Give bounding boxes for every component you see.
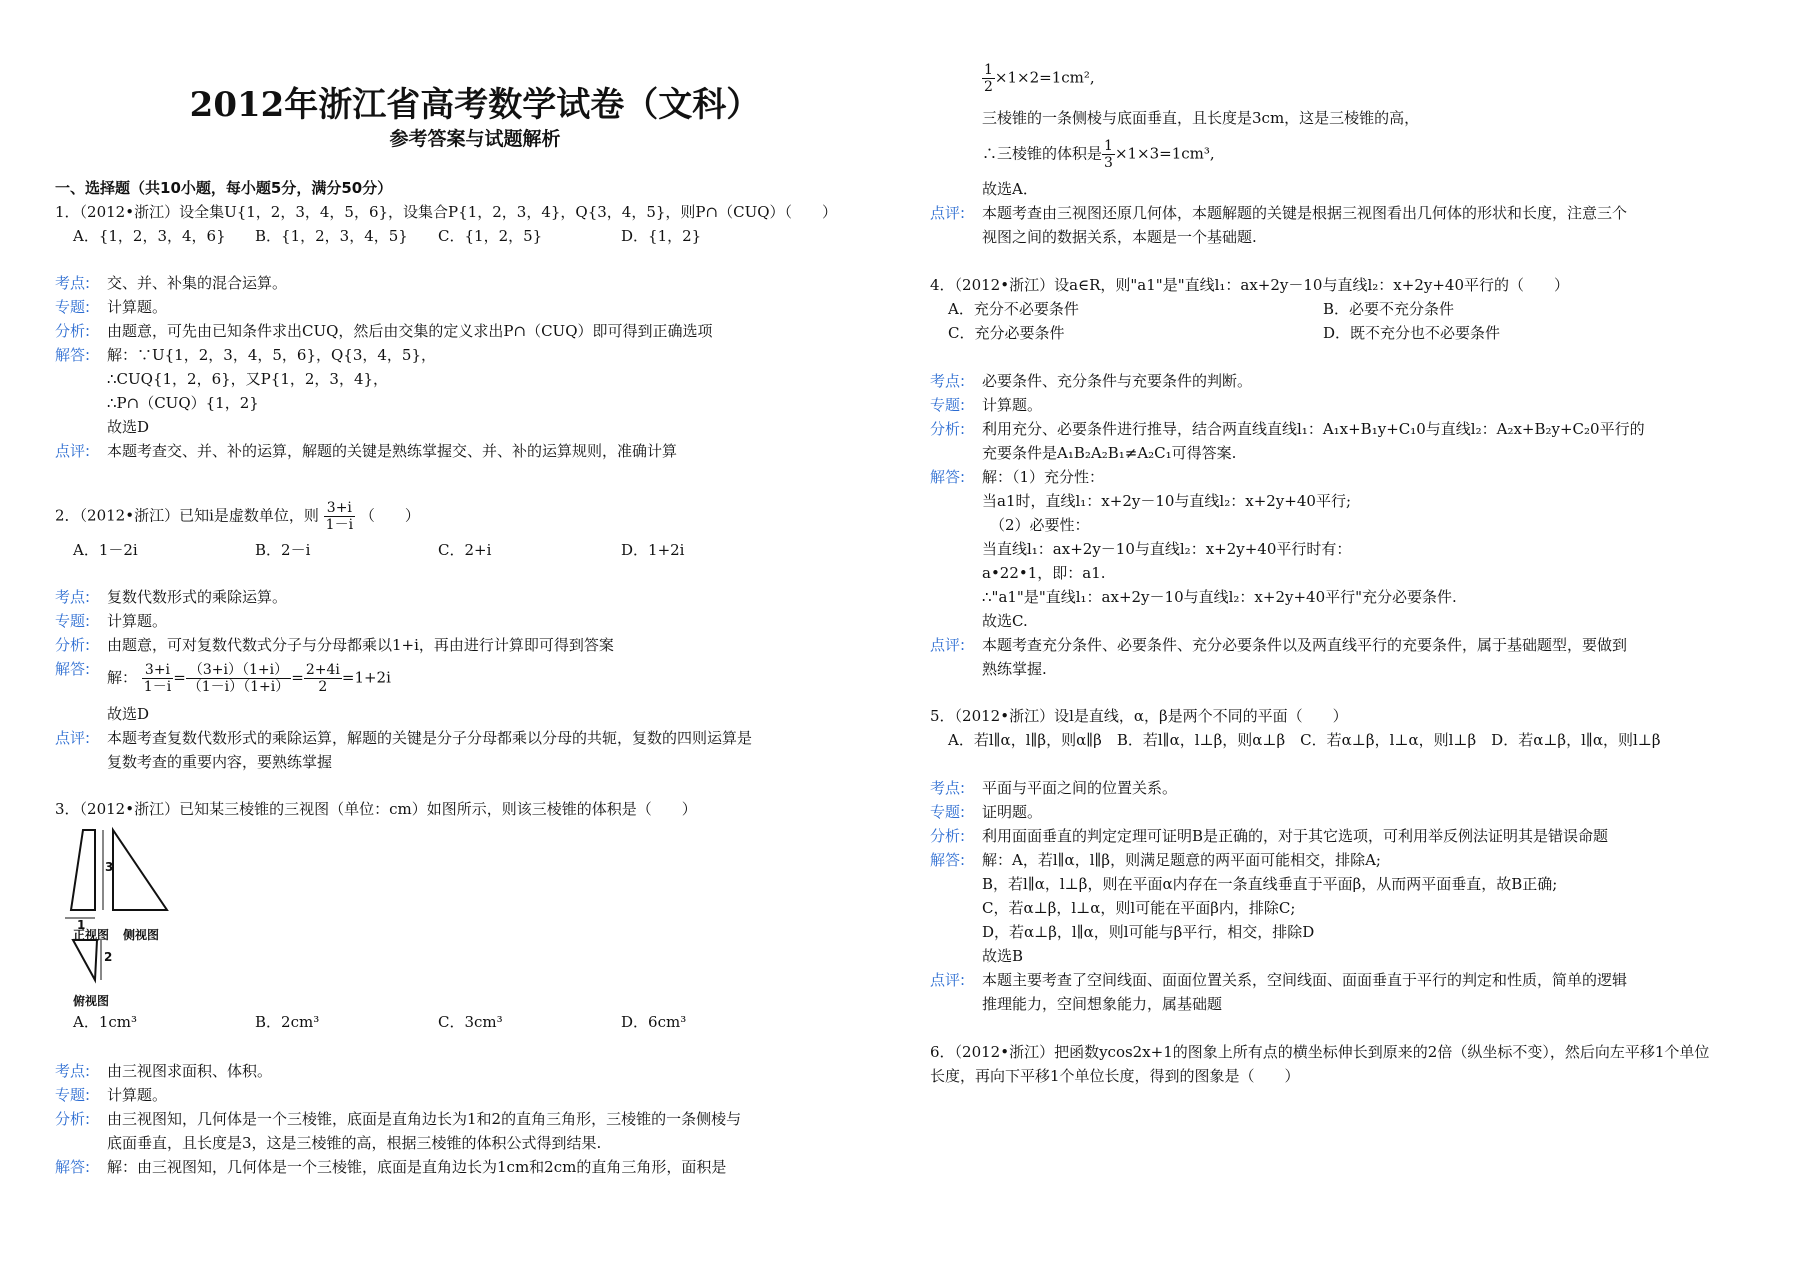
q3-cont-vol-frac <box>1102 138 1115 171</box>
q3-dianping-line: 本题考查由三视图还原几何体，本题解题的关键是根据三视图看出几何体的形状和长度，注意三个 <box>982 204 1628 222</box>
q5-dianping-line: 推理能力，空间想象能力，属基础题 <box>982 995 1223 1013</box>
q3-cont-height: 三棱锥的一条侧棱与底面垂直，且长度是3cm，这是三棱锥的高， <box>982 109 1420 127</box>
q4-option-c: C．充分必要条件 <box>948 324 1065 342</box>
q4-jieda-line: 当a1时，直线l₁：x+2y－10与直线l₂：x+2y+40平行; <box>982 492 1351 510</box>
q4-jieda-label: 解答: <box>930 468 966 486</box>
q4-jieda-line: a•22•1，即：a1. <box>982 564 1106 582</box>
three-view-figure <box>55 820 195 1008</box>
q2-stem <box>55 500 420 533</box>
q4-zhuanti-label: 专题: <box>930 396 966 414</box>
q2-frac-num: 3+i <box>324 500 355 517</box>
fig-dim-depth: 2 <box>104 950 113 964</box>
q1-fenxi: 由题意，可先由已知条件求出CUQ，然后由交集的定义求出P∩（CUQ）即可得到正确选项 <box>107 322 713 340</box>
q1-option-c: C．{1，2，5} <box>438 227 543 245</box>
q1-jieda-label: 解答: <box>55 346 91 364</box>
q3-kaodian: 由三视图求面积、体积。 <box>107 1062 273 1080</box>
q2-f1-den: 1－i <box>143 679 172 695</box>
q2-jieda-pre: 解： <box>107 668 138 687</box>
q2-option-d: D．1+2i <box>621 541 685 559</box>
q1-zhuanti: 计算题。 <box>107 298 168 316</box>
q4-jieda-line: 当直线l₁：ax+2y－10与直线l₂：x+2y+40平行时有： <box>982 540 1352 558</box>
q2-jieda-end: 故选D <box>107 705 150 723</box>
q4-stem: 4．（2012•浙江）设a∈R，则"a1"是"直线l₁：ax+2y－10与直线l₂：x+2y+40平行的（ ） <box>930 276 1569 294</box>
q3-stem: 3．（2012•浙江）已知某三棱锥的三视图（单位：cm）如图所示，则该三棱锥的体积是（ ） <box>55 800 697 818</box>
q4-fenxi-line: 充要条件是A₁B₂A₂B₁≠A₂C₁可得答案. <box>982 444 1237 462</box>
q4-kaodian-label: 考点: <box>930 372 966 390</box>
q3-fenxi-line: 底面垂直，且长度是3，这是三棱锥的高，根据三棱锥的体积公式得到结果. <box>107 1134 602 1152</box>
q4-jieda-line: ∴"a1"是"直线l₁：ax+2y－10与直线l₂：x+2y+40平行"充分必要条件. <box>982 588 1457 606</box>
q4-option-d: D．既不充分也不必要条件 <box>1323 324 1501 342</box>
q5-dianping-label: 点评: <box>930 971 966 989</box>
q3-option-c: C．3cm³ <box>438 1013 503 1031</box>
q3-cont-answer: 故选A． <box>982 180 1038 198</box>
q1-fenxi-label: 分析: <box>55 322 91 340</box>
q4-option-b: B．必要不充分条件 <box>1323 300 1455 318</box>
q4-dianping-line: 熟练掌握. <box>982 660 1047 678</box>
q1-option-a: A．{1，2，3，4，6} <box>73 227 226 245</box>
page-subtitle: 参考答案与试题解析 <box>389 128 561 150</box>
q1-dianping: 本题考查交、并、补的运算，解题的关键是熟练掌握交、并、补的运算规则，准确计算 <box>107 442 678 460</box>
q5-dianping-line: 本题主要考查了空间线面、面面位置关系，空间线面、面面垂直于平行的判定和性质，简单的逻辑 <box>982 971 1628 989</box>
q4-fenxi-label: 分析: <box>930 420 966 438</box>
q5-fenxi: 利用面面垂直的判定定理可证明B是正确的，对于其它选项，可利用举反例法证明其是错误命题 <box>982 827 1609 845</box>
q3-cont-frac <box>982 62 995 95</box>
q3-cont-volume <box>982 138 1215 171</box>
q5-stem: 5．（2012•浙江）设l是直线，α，β是两个不同的平面（ ） <box>930 707 1348 725</box>
fig-caption-front: 正视图 <box>73 928 110 942</box>
q4-kaodian: 必要条件、充分条件与充要条件的判断。 <box>982 372 1253 390</box>
q5-options: A．若l∥α，l∥β，则α∥β B．若l∥α，l⊥β，则α⊥β C．若α⊥β，l⊥α，则l⊥β D．若α⊥β，l∥α，则l⊥β <box>948 731 1661 749</box>
q2-f1-num: 3+i <box>142 662 173 679</box>
q2-stem-text: 2．（2012•浙江）已知i是虚数单位，则 <box>55 506 319 525</box>
q2-jieda-post: =1+2i <box>341 668 391 687</box>
three-view-drawing <box>55 820 195 1005</box>
q1-jieda-line: ∴CUQ{1，2，6}，又P{1，2，3，4}， <box>107 370 389 388</box>
q5-jieda-line: 解：A，若l∥α，l∥β，则满足题意的两平面可能相交，排除A; <box>982 851 1381 869</box>
q3-cont-volume-pre: ∴三棱锥的体积是 <box>982 144 1103 163</box>
q2-dianping-label: 点评: <box>55 729 91 747</box>
q5-jieda-line: 故选B <box>982 947 1024 965</box>
q2-jieda-label: 解答: <box>55 660 91 678</box>
q2-stem-paren: （ ） <box>359 506 420 525</box>
q6-stem-line: 长度，再向下平移1个单位长度，得到的图象是（ ） <box>930 1067 1300 1085</box>
q3-jieda: 解：由三视图知，几何体是一个三棱锥，底面是直角边长为1cm和2cm的直角三角形，面积是 <box>107 1158 727 1176</box>
q2-frac-den: 1－i <box>325 517 354 533</box>
q3-fenxi-label: 分析: <box>55 1110 91 1128</box>
q4-option-a: A．充分不必要条件 <box>948 300 1079 318</box>
q2-zhuanti: 计算题。 <box>107 612 168 630</box>
q2-f1 <box>142 662 173 695</box>
q5-kaodian: 平面与平面之间的位置关系。 <box>982 779 1178 797</box>
q2-fraction <box>324 500 355 533</box>
q3-zhuanti: 计算题。 <box>107 1086 168 1104</box>
q3-fenxi-line: 由三视图知，几何体是一个三棱锥，底面是直角边长为1和2的直角三角形，三棱锥的一条侧棱与 <box>107 1110 742 1128</box>
q2-kaodian-label: 考点: <box>55 588 91 606</box>
q3-cont-volume-post: ×1×3=1cm³, <box>1114 144 1215 163</box>
q2-fenxi: 由题意，可对复数代数式分子与分母都乘以1+i，再由进行计算即可得到答案 <box>107 636 614 654</box>
q2-f3-num: 2+4i <box>305 662 340 678</box>
q1-jieda-line: 故选D <box>107 418 150 436</box>
q2-option-b: B．2－i <box>255 541 311 559</box>
q4-jieda-line: 解：（1）充分性： <box>982 468 1105 486</box>
q3-dianping-line: 视图之间的数据关系，本题是一个基础题. <box>982 228 1257 246</box>
q2-option-c: C．2+i <box>438 541 492 559</box>
fig-caption-top: 俯视图 <box>73 994 110 1008</box>
q3-cont-area-text: ×1×2=1cm², <box>994 68 1095 87</box>
q2-fenxi-label: 分析: <box>55 636 91 654</box>
q2-f2-num: （3+i）（1+i） <box>186 662 292 679</box>
q1-kaodian: 交、并、补集的混合运算。 <box>107 274 288 292</box>
q5-jieda-line: B，若l∥α，l⊥β，则在平面α内存在一条直线垂直于平面β，从而两平面垂直，故B正确; <box>982 875 1558 893</box>
q1-jieda-line: ∴P∩（CUQ）{1，2} <box>107 394 259 412</box>
q4-fenxi-line: 利用充分、必要条件进行推导，结合两直线直线l₁：A₁x+B₁y+C₁0与直线l₂：A₂x+B₂y+C₂0平行的 <box>982 420 1645 438</box>
q1-stem: 1．（2012•浙江）设全集U{1，2，3，4，5，6}，设集合P{1，2，3，4}，Q{3，4，5}，则P∩（CUQ）（ ） <box>55 203 838 221</box>
q3-cont-vol-num: 1 <box>1104 138 1113 154</box>
q4-jieda-line: 故选C. <box>982 612 1028 630</box>
q5-fenxi-label: 分析: <box>930 827 966 845</box>
q1-jieda-line: 解：∵U{1，2，3，4，5，6}，Q{3，4，5}， <box>107 346 437 364</box>
q5-jieda-line: C，若α⊥β，l⊥α，则l可能在平面β内，排除C; <box>982 899 1296 917</box>
q5-zhuanti-label: 专题: <box>930 803 966 821</box>
q3-dianping-label: 点评: <box>930 204 966 222</box>
q1-kaodian-label: 考点: <box>55 274 91 292</box>
q1-zhuanti-label: 专题: <box>55 298 91 316</box>
q2-f3 <box>304 662 342 695</box>
top-view-triangle <box>73 940 97 980</box>
q2-kaodian: 复数代数形式的乘除运算。 <box>107 588 288 606</box>
q4-jieda-line: （2）必要性： <box>990 516 1090 534</box>
q2-zhuanti-label: 专题: <box>55 612 91 630</box>
q3-option-b: B．2cm³ <box>255 1013 320 1031</box>
q3-cont-area <box>982 62 1095 95</box>
q3-jieda-label: 解答: <box>55 1158 91 1176</box>
q4-dianping-line: 本题考查充分条件、必要条件、充分必要条件以及两直线平行的充要条件，属于基础题型，要做到 <box>982 636 1628 654</box>
q3-cont-frac-num: 1 <box>984 62 993 78</box>
q6-stem-line: 6．（2012•浙江）把函数ycos2x+1的图象上所有点的横坐标伸长到原来的2倍（纵坐标不变），然后向左平移1个单位 <box>930 1043 1710 1061</box>
q4-dianping-label: 点评: <box>930 636 966 654</box>
q5-jieda-label: 解答: <box>930 851 966 869</box>
fig-dim-width: 1 <box>77 918 86 932</box>
q5-kaodian-label: 考点: <box>930 779 966 797</box>
q3-option-d: D．6cm³ <box>621 1013 687 1031</box>
q1-dianping-label: 点评: <box>55 442 91 460</box>
q2-jieda-formula: 解： $\frac{3+i}{1-i}$ = $\frac{(3+i)(1+i)}{(1-i)(1+i)}$ = $\frac{2+4i}{2}$ =1+2i <box>107 662 391 695</box>
q3-kaodian-label: 考点: <box>55 1062 91 1080</box>
side-view-triangle <box>113 830 167 910</box>
q1-option-b: B．{1，2，3，4，5} <box>255 227 408 245</box>
section-heading: 一、选择题（共10小题，每小题5分，满分50分） <box>55 179 393 197</box>
q5-zhuanti: 证明题。 <box>982 803 1043 821</box>
q2-dianping-line: 复数考查的重要内容，要熟练掌握 <box>107 753 333 771</box>
q2-f3-den: 2 <box>318 679 328 695</box>
q3-cont-vol-den: 3 <box>1104 155 1113 171</box>
q2-dianping-line: 本题考查复数代数形式的乘除运算，解题的关键是分子分母都乘以分母的共轭，复数的四则运算是 <box>107 729 753 747</box>
fig-caption-side: 侧视图 <box>123 928 160 942</box>
front-view-triangle <box>71 830 95 910</box>
q3-cont-frac-den: 2 <box>984 79 993 95</box>
q1-option-d: D．{1，2} <box>621 227 702 245</box>
q2-option-a: A．1－2i <box>73 541 138 559</box>
q4-zhuanti: 计算题。 <box>982 396 1043 414</box>
q2-f2-den: （1－i）（1+i） <box>187 679 290 695</box>
page-title: 2012年浙江省高考数学试卷（文科） <box>189 85 761 125</box>
q3-option-a: A．1cm³ <box>73 1013 138 1031</box>
q2-f2 <box>186 662 292 695</box>
q3-zhuanti-label: 专题: <box>55 1086 91 1104</box>
q5-jieda-line: D，若α⊥β，l∥α，则l可能与β平行，相交，排除D <box>982 923 1315 941</box>
fig-dim-height: 3 <box>105 860 114 874</box>
